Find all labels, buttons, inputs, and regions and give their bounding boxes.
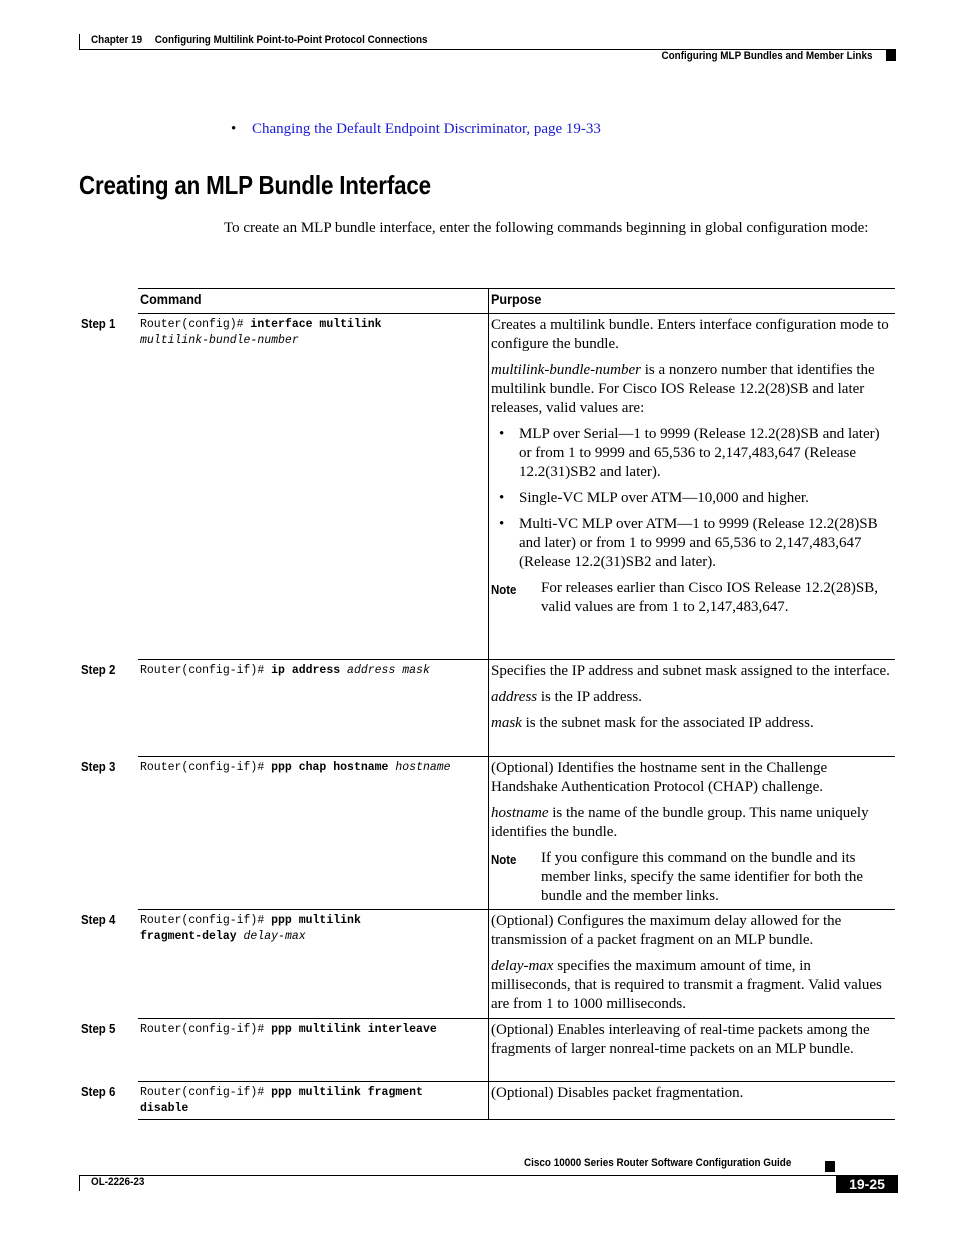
purpose-text: (Optional) Disables packet fragmentation. [491, 1085, 744, 1101]
column-header-purpose: Purpose [491, 291, 542, 307]
command-cell [140, 913, 480, 945]
command-cell [140, 760, 480, 776]
command-keyword: disable [140, 1102, 189, 1115]
purpose-text: hostname is the name of the bundle group. This name uniquely identifies the bundle. [491, 805, 869, 840]
command-prompt: Router(config-if)# [140, 1023, 272, 1036]
note-label: Note [491, 852, 517, 867]
command-cell [140, 1022, 480, 1038]
purpose-cell [491, 1084, 891, 1110]
table-top-rule [138, 288, 895, 289]
intro-paragraph: To create an MLP bundle interface, enter the following commands beginning in global configuration mode: [224, 220, 869, 236]
list-item: • Multi-VC MLP over ATM—1 to 9999 (Release 12.2(28)SB and later) or from 1 to 9999 and 65,536 to 2,147,483,647 (Release 12.2(31)SB2 and later). [491, 515, 891, 572]
step-label: Step 4 [81, 912, 116, 927]
page-number: 19-25 [836, 1175, 898, 1193]
command-prompt: Router(config-if)# [140, 914, 272, 927]
table-row [81, 757, 895, 910]
command-argument: address mask [347, 664, 430, 677]
table-row [81, 1019, 895, 1082]
purpose-text: delay-max specifies the maximum amount of time, in milliseconds, that is required to transmit a fragment. Valid values are from 1 to 1000 milliseconds. [491, 958, 882, 1012]
step-label: Step 3 [81, 759, 116, 774]
note-text: For releases earlier than Cisco IOS Release 12.2(28)SB, valid values are from 1 to 2,147,483,647. [541, 580, 878, 615]
purpose-text: Creates a multilink bundle. Enters interface configuration mode to configure the bundle. [491, 317, 889, 352]
chapter-title: Configuring Multilink Point-to-Point Protocol Connections [154, 34, 428, 46]
command-argument: delay-max [243, 930, 306, 943]
table-row [81, 910, 895, 1019]
purpose-text: (Optional) Identifies the hostname sent in the Challenge Handshake Authentication Protocol (CHAP) challenge. [491, 760, 828, 795]
section-header: Configuring MLP Bundles and Member Links [660, 50, 872, 62]
header-left-bar [79, 34, 80, 50]
command-prompt: Router(config-if)# [140, 761, 272, 774]
command-argument: multilink-bundle-number [140, 334, 299, 347]
step-label: Step 6 [81, 1084, 116, 1099]
command-keyword: ip address [271, 664, 341, 677]
purpose-cell [491, 1021, 891, 1066]
chapter-label: Chapter 19 [91, 34, 143, 46]
step-label: Step 1 [81, 316, 116, 331]
bullet-icon: • [231, 121, 237, 137]
document-number: OL-2226-23 [91, 1176, 145, 1188]
guide-title: Cisco 10000 Series Router Software Configuration Guide [524, 1157, 792, 1169]
list-item: • MLP over Serial—1 to 9999 (Release 12.2(28)SB and later) or from 1 to 9999 and 65,536 to 2,147,483,647 (Release 12.2(31)SB2 and later). [491, 425, 891, 482]
note-block [491, 849, 891, 906]
page-title: Creating an MLP Bundle Interface [79, 170, 431, 200]
list-item: • Single-VC MLP over ATM—10,000 and higher. [491, 489, 891, 508]
purpose-text: address is the IP address. [491, 689, 642, 705]
chapter-header [91, 34, 428, 46]
parameter-name: delay-max [491, 958, 554, 974]
step-label: Step 2 [81, 662, 116, 677]
purpose-text: (Optional) Configures the maximum delay allowed for the transmission of a packet fragment on an MLP bundle. [491, 913, 842, 948]
command-cell [140, 317, 480, 349]
column-header-command: Command [140, 291, 202, 307]
purpose-cell [491, 662, 891, 740]
parameter-name: multilink-bundle-number [491, 362, 641, 378]
endpoint-discriminator-link[interactable]: Changing the Default Endpoint Discriminator, page 19-33 [252, 121, 601, 137]
command-keyword: ppp chap hostname [271, 761, 389, 774]
parameter-name: address [491, 689, 538, 705]
command-keyword: ppp multilink [271, 914, 361, 927]
command-prompt: Router(config)# [140, 318, 251, 331]
header-marker [886, 50, 896, 61]
row-rule [138, 1119, 895, 1120]
value-list [491, 425, 891, 572]
purpose-cell [491, 316, 891, 621]
command-cell [140, 663, 480, 679]
parameter-name: mask [491, 715, 522, 731]
purpose-cell [491, 759, 891, 910]
purpose-text: Specifies the IP address and subnet mask assigned to the interface. [491, 663, 890, 679]
note-label: Note [491, 582, 517, 597]
note-block [491, 579, 891, 617]
step-label: Step 5 [81, 1021, 116, 1036]
purpose-cell [491, 912, 891, 1021]
table-row [81, 660, 895, 757]
footer-marker [825, 1161, 835, 1172]
footer-left-bar [79, 1175, 80, 1191]
note-text: If you configure this command on the bundle and its member links, specify the same identifier for both the bundle and the member links. [541, 850, 863, 904]
command-keyword: interface multilink [250, 318, 382, 331]
command-prompt: Router(config-if)# [140, 1086, 272, 1099]
command-keyword: fragment-delay [140, 930, 237, 943]
purpose-text: multilink-bundle-number is a nonzero number that identifies the multilink bundle. For Cisco IOS Release 12.2(28)SB and later releases, valid values are: [491, 362, 875, 416]
command-argument: hostname [395, 761, 451, 774]
parameter-name: hostname [491, 805, 549, 821]
table-row [81, 1082, 895, 1120]
purpose-text: (Optional) Enables interleaving of real-time packets among the fragments of larger nonreal-time packets on an MLP bundle. [491, 1022, 870, 1057]
command-keyword: ppp multilink fragment [271, 1086, 423, 1099]
purpose-text: mask is the subnet mask for the associated IP address. [491, 715, 814, 731]
command-keyword: ppp multilink interleave [271, 1023, 437, 1036]
command-prompt: Router(config-if)# [140, 664, 272, 677]
footer-rule [79, 1175, 896, 1176]
table-row [81, 314, 895, 660]
related-topic-item [231, 121, 601, 138]
command-cell [140, 1085, 480, 1117]
